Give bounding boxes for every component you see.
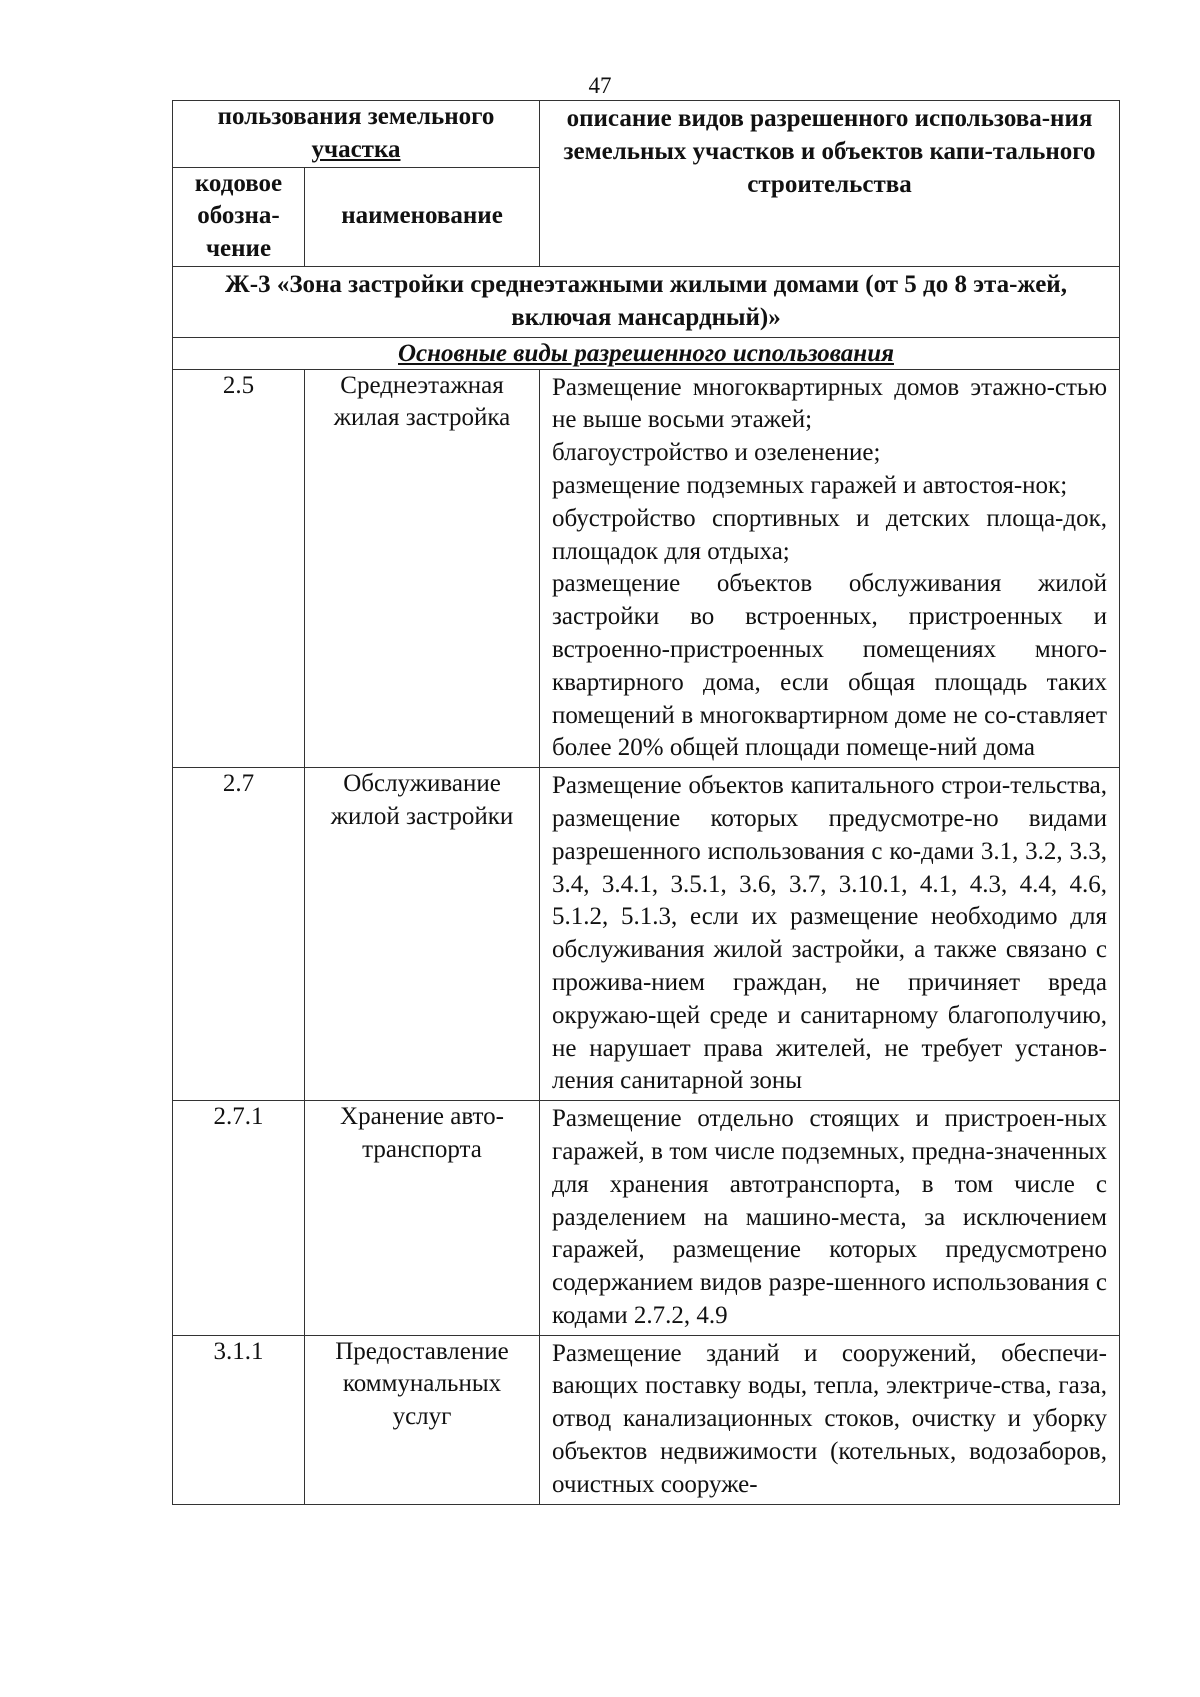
row-description-line: благоустройство и озеленение; bbox=[552, 439, 881, 467]
table-row bbox=[173, 1335, 1120, 1504]
land-use-table bbox=[172, 100, 1120, 1505]
row-description-line: Размещение отдельно стоящих и пристроен-ных гаражей, в том числе подземных, предна-значенных для хранения автотранспорта, в том числе с разделением на машино-места, за исключением гаражей, размещение которых предусмотрено содержанием видов разре-шенного использования с кодами 2.7.2, 4.9 bbox=[552, 1105, 1107, 1329]
header-group-title bbox=[173, 101, 540, 168]
row-code: 2.5 bbox=[173, 369, 305, 768]
row-description bbox=[540, 369, 1120, 768]
header-group-title-line2: участка bbox=[311, 135, 401, 163]
header-description: описание видов разрешенного использова-ния земельных участков и объектов капи-тального строительства bbox=[540, 101, 1120, 267]
row-name: Среднеэтажная жилая застройка bbox=[305, 369, 540, 768]
row-name: Хранение авто-транспорта bbox=[305, 1101, 540, 1336]
header-code: кодовое обозна-чение bbox=[173, 167, 305, 266]
header-name: наименование bbox=[305, 167, 540, 266]
row-code: 3.1.1 bbox=[173, 1335, 305, 1504]
row-description-line: Размещение объектов капитального строи-тельства, размещение которых предусмотре-но видами разрешенного использования с ко-дами 3.1, 3.2, 3.3, 3.4, 3.4.1, 3.5.1, 3.6, 3.7, 3.10.1, 4.1, 4.3, 4.4, 4.6, 5.1.2, 5.1.3, если их размещение необходимо для обслуживания жилой застройки, а также связано с прожива-нием граждан, не причиняет вреда окружаю-щей среде и санитарному благополучию, не нарушает права жителей, не требует установ-ления санитарной зоны bbox=[552, 772, 1107, 1095]
table-row bbox=[173, 369, 1120, 768]
zone-row bbox=[173, 266, 1120, 337]
row-description-line: Размещение зданий и сооружений, обеспечи-вающих поставку воды, тепла, электриче-ства, газа, отвод канализационных стоков, очистку и уборку объектов недвижимости (котельных, водозаборов, очистных сооруже- bbox=[552, 1339, 1107, 1498]
row-description bbox=[540, 1335, 1120, 1504]
table-row bbox=[173, 768, 1120, 1101]
table-row bbox=[173, 1101, 1120, 1336]
row-name: Предоставление коммунальных услуг bbox=[305, 1335, 540, 1504]
section-row bbox=[173, 337, 1120, 369]
zone-title: Ж-3 «Зона застройки среднеэтажными жилыми домами (от 5 до 8 эта-жей, включая мансардный)» bbox=[173, 266, 1120, 337]
row-code: 2.7.1 bbox=[173, 1101, 305, 1336]
page-number: 47 bbox=[588, 73, 612, 98]
row-description-line: Размещение многоквартирных домов этажно-стью не выше восьми этажей; bbox=[552, 373, 1107, 434]
header-group-title-line1: пользования земельного bbox=[217, 103, 495, 130]
row-description bbox=[540, 1101, 1120, 1336]
row-description-line: размещение объектов обслуживания жилой застройки во встроенных, пристроенных и встроенно-пристроенных помещениях много-квартирного дома, если общая площадь таких помещений в многоквартирном доме не со-ставляет более 20% общей площади помеще-ний дома bbox=[552, 570, 1107, 762]
row-description-line: обустройство спортивных и детских площа-док, площадок для отдыха; bbox=[552, 504, 1107, 565]
row-code: 2.7 bbox=[173, 768, 305, 1101]
row-name: Обслуживание жилой застройки bbox=[305, 768, 540, 1101]
section-title: Основные виды разрешенного использования bbox=[173, 337, 1120, 369]
header-row-1 bbox=[173, 101, 1120, 168]
row-description bbox=[540, 768, 1120, 1101]
row-description-line: размещение подземных гаражей и автостоя-нок; bbox=[552, 471, 1068, 499]
